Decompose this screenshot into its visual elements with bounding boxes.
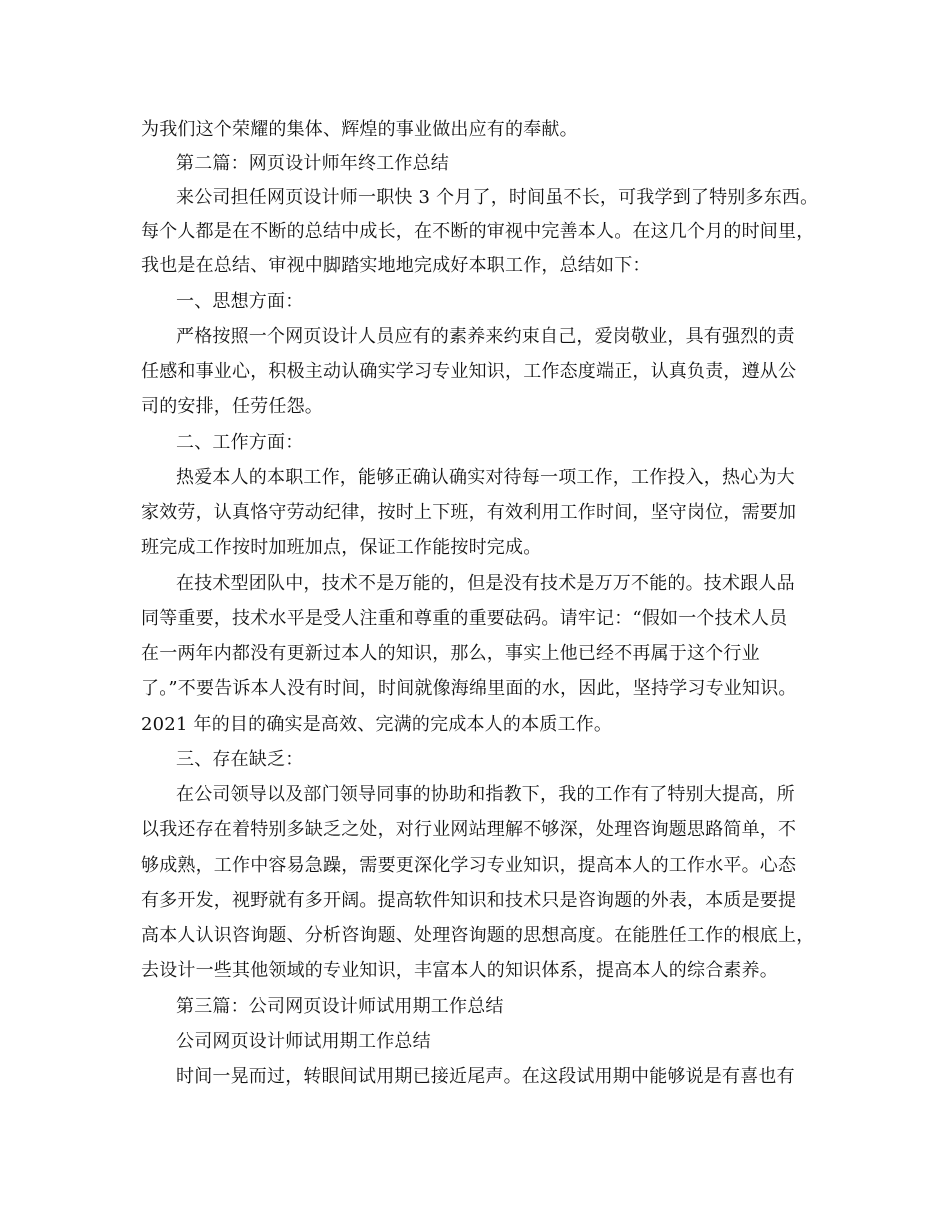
paragraph-line: 为我们这个荣耀的集体、辉煌的事业做出应有的奉献。 — [141, 119, 578, 140]
subheading-work: 二、工作方面： — [176, 432, 304, 453]
paragraph-line: 了。”不要告诉本人没有时间，时间就像海绵里面的水，因此，坚持学习专业知识。 — [141, 678, 797, 699]
paragraph-line: 以我还存在着特别多缺乏之处，对行业网站理解不够深，处理咨询题思路简单，不 — [141, 819, 797, 840]
paragraph-line: 严格按照一个网页设计人员应有的素养来约束自己，爱岗敬业，具有强烈的责 — [176, 326, 795, 347]
paragraph-line: 在技术型团队中，技术不是万能的，但是没有技术是万万不能的。技术跟人品 — [176, 573, 795, 594]
section-heading-2: 第二篇：网页设计师年终工作总结 — [176, 153, 449, 174]
section-heading-3: 第三篇：公司网页设计师试用期工作总结 — [176, 996, 504, 1017]
paragraph-line: 家效劳，认真恪守劳动纪律，按时上下班，有效利用工作时间，坚守岗位，需要加 — [141, 502, 797, 523]
paragraph-line: 司的安排，任劳任怨。 — [141, 396, 323, 417]
paragraph-line: 在公司领导以及部门领导同事的协助和指教下，我的工作有了特别大提高，所 — [176, 784, 795, 805]
paragraph-line: 去设计一些其他领域的专业知识，丰富本人的知识体系，提高本人的综合素养。 — [141, 960, 778, 981]
subtitle: 公司网页设计师试用期工作总结 — [176, 1031, 431, 1052]
paragraph-line: 2021 年的目的确实是高效、完满的完成本人的本质工作。 — [141, 714, 613, 735]
paragraph-line: 热爱本人的本职工作，能够正确认确实对待每一项工作，工作投入，热心为大 — [176, 467, 795, 488]
paragraph-line: 我也是在总结、审视中脚踏实地地完成好本职工作，总结如下： — [141, 255, 651, 276]
subheading-shortcomings: 三、存在缺乏： — [176, 749, 304, 770]
paragraph-line: 时间一晃而过，转眼间试用期已接近尾声。在这段试用期中能够说是有喜也有 — [176, 1066, 795, 1087]
paragraph-line: 任感和事业心，积极主动认确实学习专业知识，工作态度端正，认真负责，遵从公 — [141, 361, 797, 382]
paragraph-line: 来公司担任网页设计师一职快 3 个月了，时间虽不长，可我学到了特别多东西。 — [176, 187, 819, 208]
paragraph-line: 同等重要，技术水平是受人注重和尊重的重要砝码。请牢记：“假如一个技术人员 — [141, 608, 788, 629]
paragraph-line: 够成熟，工作中容易急躁，需要更深化学习专业知识，提高本人的工作水平。心态 — [141, 855, 797, 876]
paragraph-line: 高本人认识咨询题、分析咨询题、处理咨询题的思想高度。在能胜任工作的根底上， — [141, 925, 815, 946]
paragraph-line: 每个人都是在不断的总结中成长，在不断的审视中完善本人。在这几个月的时间里， — [141, 221, 815, 242]
paragraph-line: 在一两年内都没有更新过本人的知识，那么，事实上他已经不再属于这个行业 — [141, 643, 760, 664]
paragraph-line: 班完成工作按时加班加点，保证工作能按时完成。 — [141, 537, 542, 558]
paragraph-line: 有多开发，视野就有多开阔。提高软件知识和技术只是咨询题的外表，本质是要提 — [141, 890, 797, 911]
subheading-thought: 一、思想方面： — [176, 291, 304, 312]
